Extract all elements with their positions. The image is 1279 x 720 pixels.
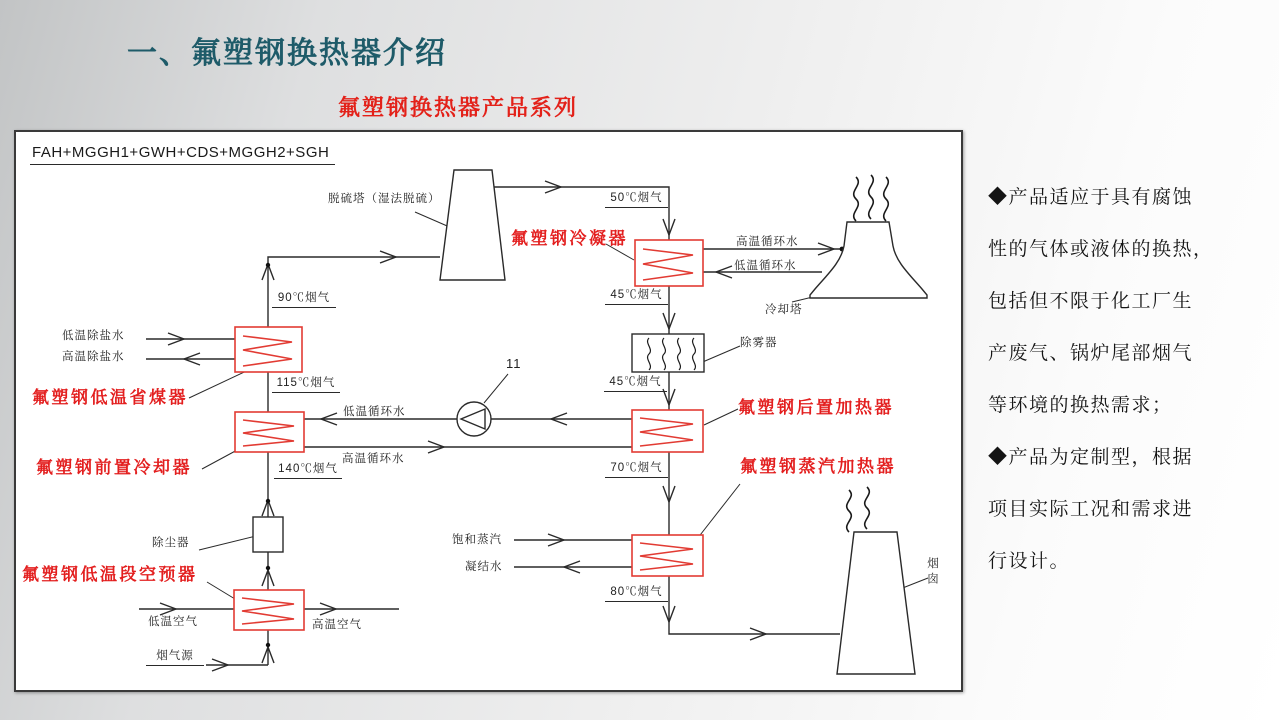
label-gas-70c: 70℃烟气 (605, 459, 668, 478)
demister-icon (632, 334, 704, 372)
label-gas-50c: 50℃烟气 (605, 189, 668, 208)
label-gas-90c: 90℃烟气 (272, 289, 336, 308)
chimney-smoke-icon (847, 487, 870, 532)
label-gas-45c-a: 45℃烟气 (605, 286, 668, 305)
cooling-tower-shape (810, 222, 927, 298)
note-line: ◆产品适应于具有腐蚀 (988, 187, 1194, 208)
diagram-subtitle: 氟塑钢换热器产品系列 (338, 95, 579, 120)
label-gas-80c: 80℃烟气 (605, 583, 668, 602)
label-condenser: 氟塑钢冷凝器 (511, 229, 628, 248)
label-demister: 除雾器 (740, 337, 778, 349)
dust-collector-icon (253, 517, 283, 552)
label-rear-heater: 氟塑钢后置加热器 (738, 398, 894, 417)
label-hot-demin-water: 高温除盐水 (62, 351, 125, 363)
note-line: 包括但不限于化工厂生 (988, 291, 1194, 312)
label-cooling-tower: 冷却塔 (765, 304, 803, 316)
air-preheater-hx-icon (234, 590, 304, 630)
label-pump-tag: 11 (506, 356, 522, 371)
label-condensate-water: 凝结水 (465, 561, 503, 573)
rear-heater-hx-icon (632, 410, 703, 452)
note-line: 等环境的换热需求； (988, 395, 1173, 416)
condenser-hx-icon (635, 240, 703, 286)
note-line: 行设计。 (988, 551, 1071, 572)
note-line: 项目实际工况和需求进 (988, 499, 1194, 520)
note-line: 产废气、锅炉尾部烟气 (988, 343, 1194, 364)
label-desulfurization-tower: 脱硫塔（湿法脱硫） (328, 193, 441, 205)
label-cold-air: 低温空气 (148, 616, 198, 628)
label-economizer: 氟塑钢低温省煤器 (32, 388, 188, 407)
label-hot-air: 高温空气 (312, 619, 362, 631)
label-saturated-steam: 饱和蒸汽 (452, 534, 502, 546)
steam-heater-hx-icon (632, 535, 703, 576)
chimney-shape (837, 532, 915, 674)
label-gas-140c: 140℃烟气 (274, 460, 342, 479)
label-cold-circ-water-top: 低温循环水 (734, 260, 797, 272)
front-cooler-hx-icon (235, 412, 304, 452)
label-chimney: 烟囱 (926, 557, 938, 588)
label-cold-demin-water: 低温除盐水 (62, 330, 125, 342)
label-dust-collector: 除尘器 (152, 537, 190, 549)
note-line: ◆产品为定制型，根据 (988, 447, 1194, 468)
product-notes (988, 172, 1272, 588)
label-gas-source: 烟气源 (146, 647, 204, 666)
note-line: 性的气体或液体的换热， (988, 239, 1214, 260)
label-front-cooler: 氟塑钢前置冷却器 (36, 458, 192, 477)
label-hot-circ-water-top: 高温循环水 (736, 236, 799, 248)
label-cold-circ-water-mid: 低温循环水 (343, 406, 406, 418)
process-flow-diagram (14, 130, 963, 692)
label-air-preheater: 氟塑钢低温段空预器 (22, 565, 198, 584)
pump-icon (457, 402, 491, 436)
label-steam-heater: 氟塑钢蒸汽加热器 (740, 457, 896, 476)
cooling-tower-vapor-icon (854, 175, 889, 221)
system-code: FAH+MGGH1+GWH+CDS+MGGH2+SGH (30, 144, 335, 165)
page-title: 一、氟塑钢换热器介绍 (127, 37, 447, 70)
economizer-hx-icon (235, 327, 302, 372)
label-gas-115c: 115℃烟气 (272, 374, 340, 393)
label-gas-45c-b: 45℃烟气 (604, 373, 667, 392)
label-hot-circ-water-mid: 高温循环水 (342, 453, 405, 465)
